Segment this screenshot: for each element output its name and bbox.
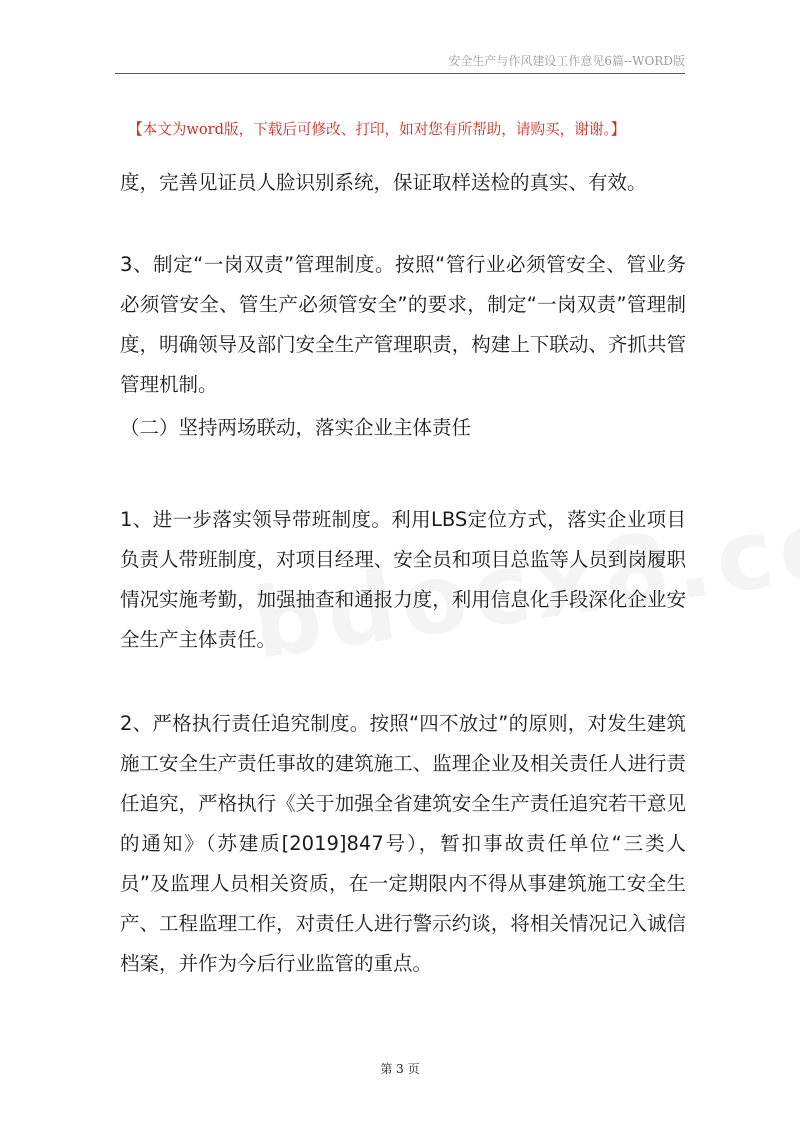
page-header: 安全生产与作风建设工作意见6篇--WORD版 <box>448 54 685 68</box>
paragraph-4: 2、严格执行责任追究制度。按照“四不放过”的原则，对发生建筑施工安全生产责任事故的建筑施工、监理企业及相关责任人进行责任追究，严格执行《关于加强全省建筑安全生产责任追究若干意见的通知》（苏建质[2019]847号），暂扣事故责任单位“三类人员”及监理人员相关资质，在一定期限内不得从事建筑施工安全生产、工程监理工作，对责任人进行警示约谈，将相关情况记入诚信档案，并作为今后行业监管的重点。 <box>120 712 686 975</box>
page-number: 第 3 页 <box>380 1062 420 1076</box>
download-notice: 【本文为word版，下载后可修改、打印，如对您有所帮助，请购买，谢谢。】 <box>128 121 626 138</box>
header-divider <box>115 73 685 74</box>
section-heading: （二）坚持两场联动，落实企业主体责任 <box>120 416 472 439</box>
paragraph-1: 度，完善见证员人脸识别系统，保证取样送检的真实、有效。 <box>120 171 647 194</box>
paragraph-2: 3、制定“一岗双责”管理制度。按照“管行业必须管安全、管业务必须管安全、管生产必须管安全”的要求，制定“一岗双责”管理制度，明确领导及部门安全生产管理职责，构建上下联动、齐抓共管管理机制。 <box>120 253 686 396</box>
paragraph-3: 1、进一步落实领导带班制度。利用LBS定位方式，落实企业项目负责人带班制度，对项目经理、安全员和项目总监等人员到岗履职情况实施考勤，加强抽查和通报力度，利用信息化手段深化企业安全生产主体责任。 <box>120 508 686 651</box>
